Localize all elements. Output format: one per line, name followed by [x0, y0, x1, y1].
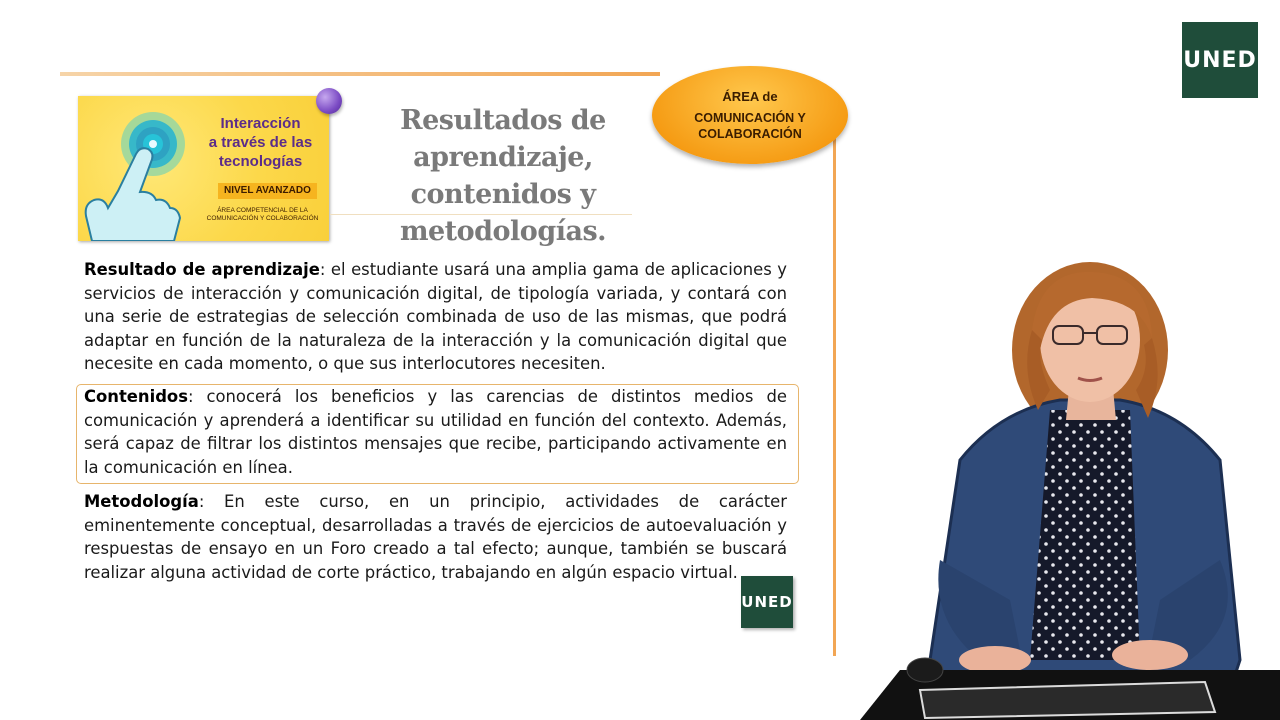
cover-area-line: COMUNICACIÓN Y COLABORACIÓN	[206, 215, 319, 222]
slide-title-line: aprendizaje,	[413, 142, 593, 173]
cover-area-line: ÁREA COMPETENCIAL DE LA	[217, 207, 308, 214]
contents-paragraph	[84, 385, 787, 479]
cover-title-line: Interacción	[220, 115, 301, 132]
section-text: : conocerá los beneficios y las carencias de distintos medios de comunicación y aprenderá a identificar su utilidad en función del contexto. Además, será capaz de filtrar los distintos mensajes que recibe, participando activamente en la comunicación en línea.	[84, 387, 787, 477]
slide-title-line: contenidos y	[410, 179, 596, 210]
section-heading: Metodología	[84, 492, 199, 511]
slide-frame-top	[60, 72, 660, 76]
uned-logo-small: UNED	[741, 576, 793, 628]
slide-title-line: Resultados de	[400, 105, 606, 136]
section-heading: Contenidos	[84, 387, 188, 406]
methodology-paragraph	[84, 490, 787, 584]
area-badge-name: COMUNICACIÓN Y	[694, 110, 806, 125]
presenter-video	[860, 260, 1280, 720]
area-badge	[652, 66, 848, 164]
area-badge-label: ÁREA de	[722, 88, 778, 104]
decorative-dot	[316, 88, 342, 114]
section-text: : En este curso, en un principio, actividades de carácter eminentemente conceptual, desarrolladas a través de ejercicios de autoevaluación y respuestas de ensayo en un Foro creado a tal efecto; aunque, también se buscará realizar alguna actividad de corte práctico, trabajando en algún espacio virtual.	[84, 492, 787, 582]
cover-title-line: tecnologías	[218, 153, 303, 170]
section-text: : el estudiante usará una amplia gama de aplicaciones y servicios de interacción y comunicación digital, de tipología variada, y contará con una serie de estrategias de selección combinada de uso de las mismas, que podrá adaptar en función de la naturaleza de la interacción y la comunicación digital que necesite en cada momento, o que sus interlocutores necesiten.	[84, 260, 787, 373]
uned-logo: UNED	[1182, 22, 1258, 98]
learning-outcome-paragraph	[84, 258, 787, 376]
cover-level-badge: NIVEL AVANZADO	[218, 183, 317, 199]
title-underline	[330, 214, 632, 215]
area-badge-name: COLABORACIÓN	[698, 126, 802, 141]
cover-title-line: a través de las	[208, 134, 313, 151]
slide-title-line: metodologías.	[399, 216, 607, 247]
slide-frame-right	[833, 110, 836, 656]
slide-title	[392, 102, 614, 250]
course-cover-image	[78, 96, 329, 241]
section-heading: Resultado de aprendizaje	[84, 260, 320, 279]
